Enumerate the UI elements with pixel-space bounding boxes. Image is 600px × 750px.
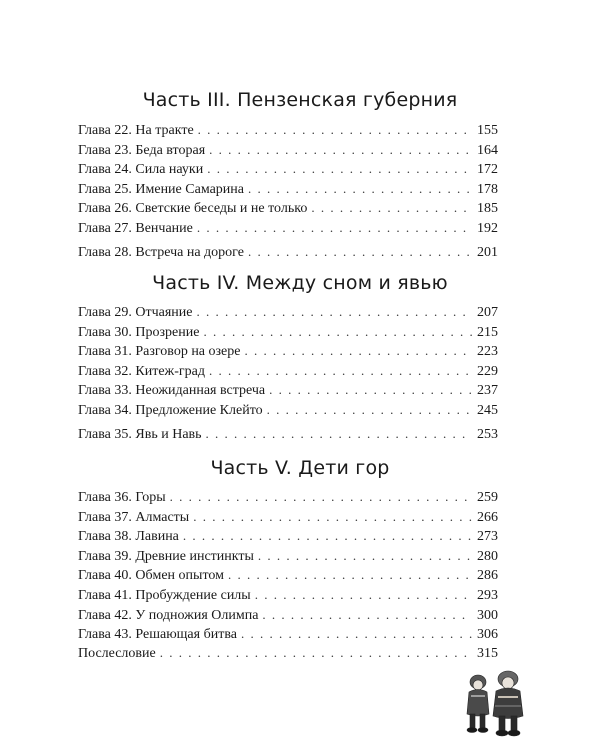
toc-entry[interactable]: [78, 585, 498, 605]
dot-leader: [197, 302, 472, 322]
dot-leader: [248, 242, 472, 262]
chapter-label: Глава 27. Венчание: [78, 220, 193, 236]
toc-entry-afterword[interactable]: [78, 643, 498, 663]
chapter-label: Глава 25. Имение Самарина: [78, 181, 244, 197]
toc-entry[interactable]: [78, 242, 498, 262]
toc-entry[interactable]: [78, 424, 498, 444]
toc-entry[interactable]: [78, 526, 498, 546]
dot-leader: [170, 487, 472, 507]
page-number: 253: [477, 426, 498, 442]
chapter-label: Глава 39. Древние инстинкты: [78, 548, 254, 564]
afterword-label: Послесловие: [78, 646, 156, 661]
dot-leader: [206, 424, 472, 444]
chapter-label: Глава 42. У подножия Олимпа: [78, 607, 259, 623]
page-number: 229: [477, 363, 498, 379]
toc-entry[interactable]: [78, 507, 498, 527]
dot-leader: [311, 198, 472, 218]
toc-entry[interactable]: [78, 179, 498, 199]
page-number: 223: [477, 344, 498, 360]
page-number: 201: [477, 244, 498, 260]
dot-leader: [269, 380, 472, 400]
toc-entry[interactable]: [78, 605, 498, 625]
chapter-label: Глава 35. Явь и Навь: [78, 426, 202, 442]
chapter-label: Глава 33. Неожиданная встреча: [78, 383, 266, 399]
dot-leader: [209, 361, 472, 381]
dot-leader: [244, 341, 472, 361]
dot-leader: [255, 585, 472, 605]
dot-leader: [262, 605, 472, 625]
dot-leader: [207, 159, 472, 179]
chapter-list: [78, 302, 498, 443]
page-number: 237: [477, 383, 498, 399]
toc-entry[interactable]: [78, 322, 498, 342]
toc-entry[interactable]: [78, 159, 498, 179]
toc-entry[interactable]: [78, 341, 498, 361]
two-children-winter-figures-icon: [462, 670, 528, 740]
dot-leader: [160, 643, 472, 663]
page-number: 315: [477, 646, 498, 661]
page-number: 306: [477, 627, 498, 643]
chapter-label: Глава 31. Разговор на озере: [78, 344, 241, 360]
page-number: 178: [477, 181, 498, 197]
chapter-label: Глава 26. Светские беседы и не только: [78, 201, 308, 217]
chapter-label: Глава 32. Китеж-град: [78, 363, 205, 379]
page-number: 293: [477, 587, 498, 603]
page-number: 164: [477, 142, 498, 158]
page-number: 215: [477, 324, 498, 340]
chapter-list: [78, 487, 498, 644]
dot-leader: [241, 624, 472, 644]
toc-entry[interactable]: [78, 565, 498, 585]
chapter-label: Глава 22. На тракте: [78, 123, 194, 138]
page-number: 300: [477, 607, 498, 623]
chapter-list: [78, 120, 498, 261]
chapter-label: Глава 28. Встреча на дороге: [78, 244, 244, 260]
toc-entry[interactable]: [78, 302, 498, 322]
page-number: 192: [477, 220, 498, 236]
page-number: 259: [477, 490, 498, 505]
toc-entry[interactable]: [78, 546, 498, 566]
toc-entry[interactable]: [78, 380, 498, 400]
part-title: Часть III. Пензенская губерния: [142, 89, 458, 111]
toc-entry[interactable]: [78, 487, 498, 507]
chapter-label: Глава 36. Горы: [78, 490, 166, 505]
dot-leader: [267, 400, 472, 420]
chapter-label: Глава 24. Сила науки: [78, 162, 204, 178]
chapter-label: Глава 23. Беда вторая: [78, 142, 206, 158]
dot-leader: [197, 218, 472, 238]
chapter-label: Глава 29. Отчаяние: [78, 305, 193, 320]
toc-entry[interactable]: [78, 400, 498, 420]
page-number: 280: [477, 548, 498, 564]
page-number: 155: [477, 123, 498, 138]
dot-leader: [183, 526, 472, 546]
dot-leader: [248, 179, 472, 199]
page-number: 207: [477, 305, 498, 320]
chapter-label: Глава 43. Решающая битва: [78, 627, 237, 643]
dot-leader: [209, 140, 472, 160]
dot-leader: [228, 565, 472, 585]
chapter-label: Глава 38. Лавина: [78, 529, 179, 545]
chapter-label: Глава 30. Прозрение: [78, 324, 200, 340]
toc-entry[interactable]: [78, 624, 498, 644]
afterword-list: [78, 643, 498, 663]
page-number: 273: [477, 529, 498, 545]
part-title: Часть V. Дети гор: [210, 457, 390, 479]
page-number: 172: [477, 162, 498, 178]
page-number: 266: [477, 509, 498, 525]
dot-leader: [203, 322, 472, 342]
chapter-label: Глава 37. Алмасты: [78, 509, 190, 525]
toc-entry[interactable]: [78, 361, 498, 381]
toc-entry[interactable]: [78, 140, 498, 160]
toc-entry[interactable]: [78, 120, 498, 140]
page-number: 185: [477, 201, 498, 217]
page-number: 245: [477, 402, 498, 418]
chapter-label: Глава 40. Обмен опытом: [78, 568, 224, 584]
chapter-label: Глава 41. Пробуждение силы: [78, 587, 251, 603]
page-number: 286: [477, 568, 498, 584]
toc-entry[interactable]: [78, 198, 498, 218]
dot-leader: [198, 120, 472, 140]
part-title: Часть IV. Между сном и явью: [152, 272, 448, 294]
toc-entry[interactable]: [78, 218, 498, 238]
chapter-label: Глава 34. Предложение Клейто: [78, 402, 263, 418]
dot-leader: [258, 546, 472, 566]
dot-leader: [193, 507, 472, 527]
